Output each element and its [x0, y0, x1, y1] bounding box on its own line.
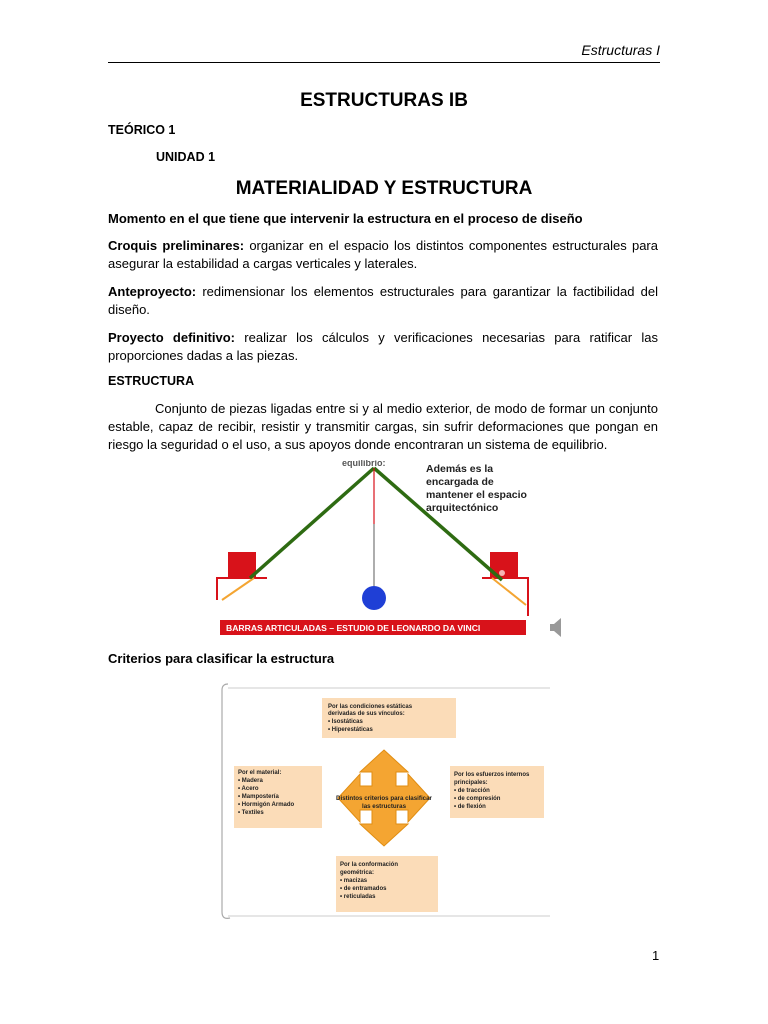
header-rule	[108, 62, 660, 63]
anteproyecto-term: Anteproyecto:	[108, 284, 197, 299]
running-header: Estructuras I	[581, 42, 660, 58]
teorico-label: TEÓRICO 1	[108, 123, 176, 137]
proyecto-term: Proyecto definitivo:	[108, 330, 236, 345]
left-support-frame	[217, 578, 267, 600]
criteria-diagram	[214, 676, 554, 920]
proyecto-paragraph	[108, 329, 658, 365]
unidad-label: UNIDAD 1	[156, 150, 216, 164]
speaker-icon	[550, 618, 561, 637]
right-criteria-text: Por los esfuerzos internos principales: • de tracción • de compresión • de flexión	[454, 772, 530, 810]
proyecto-text: realizar los cálculos y verificaciones necesarias para ratificar las proporciones dadas a las piezas.	[108, 330, 659, 363]
center-label: Distintos criterios para clasificar las estructuras	[336, 795, 432, 810]
note-line-2: encargada de	[426, 476, 494, 488]
left-bar	[250, 468, 374, 578]
left-reaction-arrow	[222, 578, 254, 600]
right-support-frame	[482, 578, 528, 616]
right-hinge-highlight	[499, 570, 505, 576]
anteproyecto-paragraph	[108, 283, 658, 319]
bottom-criteria-text: Por la conformación geométrica: • macizas • de entramados • reticuladas	[340, 862, 399, 900]
left-criteria-text: Por el material: • Madera • Acero • Mampostería • Hormigón Armado • Textiles	[238, 770, 295, 816]
top-criteria-text: Por las condiciones estáticas derivadas de sus vínculos: • Isostáticas • Hiperestáticas	[328, 704, 413, 733]
estructura-heading: ESTRUCTURA	[108, 374, 195, 388]
croquis-paragraph	[108, 237, 658, 273]
right-reaction-arrow	[492, 578, 526, 605]
scroll-frame-left	[222, 684, 230, 918]
section-title: MATERIALIDAD Y ESTRUCTURA	[235, 178, 533, 199]
intro-paragraph: Momento en el que tiene que intervenir la estructura en el proceso de diseño	[108, 211, 583, 226]
equilibrio-label: equilibrio:	[342, 460, 386, 468]
note-line-3: mantener el espacio	[426, 489, 527, 501]
document-title: ESTRUCTURAS IB	[300, 90, 468, 111]
criterios-heading: Criterios para clasificar la estructura	[108, 651, 335, 666]
page-number: 1	[652, 948, 660, 963]
pendulum-weight	[362, 586, 386, 610]
note-line-4: arquitectónico	[426, 502, 499, 514]
estructura-paragraph: Conjunto de piezas ligadas entre si y al medio exterior, de modo de formar un conjunto estable, capaz de recibir, resistir y transmitir cargas, sin sufrir deformaciones que pongan en riesgo la seguridad o el uso, a sus apoyos donde encontraran un sistema de equilibrio.	[108, 401, 658, 452]
figure-caption: BARRAS ARTICULADAS – ESTUDIO DE LEONARDO DA VINCI	[226, 623, 481, 633]
da-vinci-figure	[212, 460, 572, 640]
croquis-term: Croquis preliminares:	[108, 238, 245, 253]
anteproyecto-text: redimensionar los elementos estructurales para garantizar la factibilidad del diseño.	[108, 284, 658, 317]
note-line-1: Además es la	[426, 463, 494, 475]
croquis-text: organizar en el espacio los distintos componentes estructurales para asegurar la estabilidad a cargas verticales y laterales.	[108, 238, 658, 271]
